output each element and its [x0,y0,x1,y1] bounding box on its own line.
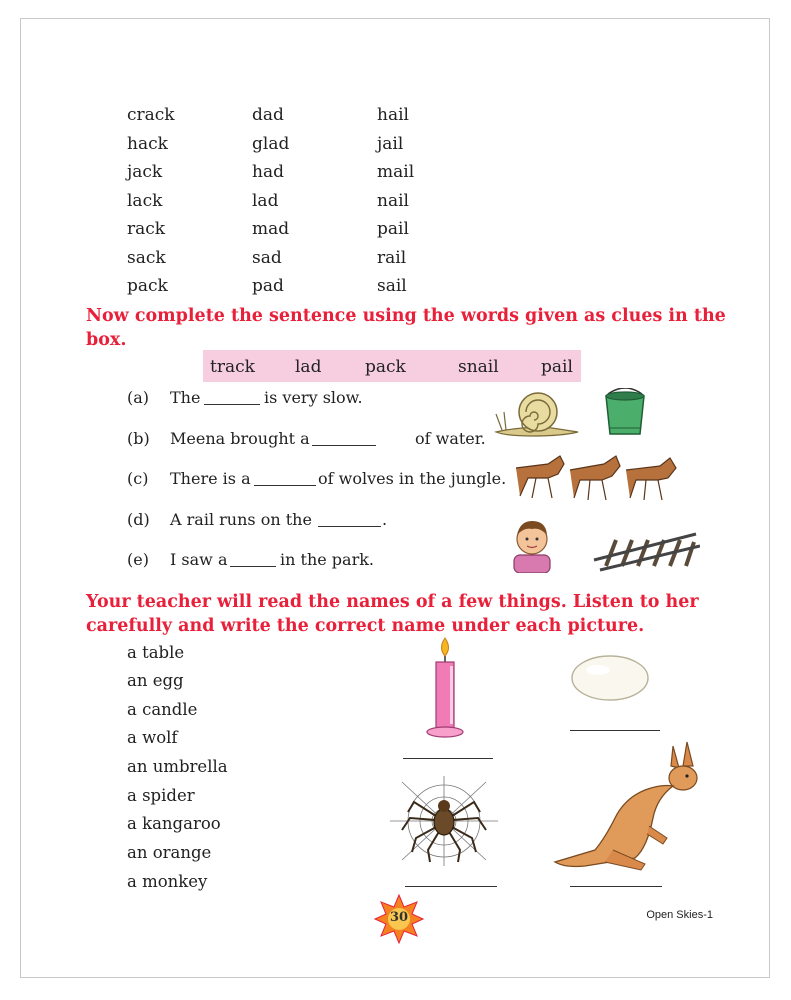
word: jail [377,134,404,154]
thing-name: an egg [127,671,184,690]
thing-name: a candle [127,700,198,719]
answer-blank[interactable] [318,526,381,527]
kangaroo-illustration [545,738,710,874]
answer-blank[interactable] [570,886,662,887]
clue-word: pack [365,357,406,377]
sentence-text: There is a [170,469,251,488]
word: sack [127,248,166,268]
answer-blank[interactable] [403,758,493,759]
sentence-label: (e) [127,550,149,569]
sentence-text: Meena brought a [170,429,310,448]
answer-blank[interactable] [312,445,376,446]
thing-name: a kangaroo [127,814,221,833]
word: pail [377,219,409,239]
answer-blank[interactable] [570,730,660,731]
word: sail [377,276,407,296]
word: crack [127,105,175,125]
answer-blank[interactable] [254,485,316,486]
word: sad [252,248,282,268]
book-title: Open Skies-1 [646,909,713,921]
sentence-text: A rail runs on the [170,510,312,529]
word: pack [127,276,168,296]
thing-name: a wolf [127,728,178,747]
word: dad [252,105,284,125]
spider-illustration [384,772,504,870]
sentence-label: (d) [127,510,150,529]
word: pad [252,276,284,296]
boy-illustration [508,515,556,573]
thing-name: an umbrella [127,757,228,776]
thing-name: a monkey [127,872,208,891]
sentence-text: The [170,388,201,407]
railway-track-illustration [592,526,700,574]
sentence-text: of water. [415,429,486,448]
word: jack [127,162,163,182]
sentence-text: of wolves in the jungle. [318,469,507,488]
clue-word: snail [458,357,499,377]
exercise1-heading: Now complete the sentence using the words given as clues in the box. [86,306,726,350]
bucket-illustration [600,388,650,438]
snail-illustration [492,388,584,438]
word: rack [127,219,166,239]
sentence-text: . [382,510,388,529]
word: mail [377,162,415,182]
egg-illustration [568,652,652,704]
thing-name: an orange [127,843,212,862]
wolves-illustration [508,448,693,504]
clue-word: pail [541,357,573,377]
word: glad [252,134,290,154]
sentence-text: in the park. [280,550,375,569]
clue-word: lad [295,357,322,377]
answer-blank[interactable] [405,886,497,887]
word: had [252,162,284,182]
word: hail [377,105,409,125]
word: mad [252,219,290,239]
sentence-label: (a) [127,388,150,407]
page-number: 30 [389,910,409,925]
word: hack [127,134,168,154]
word: rail [377,248,407,268]
sentence-label: (c) [127,469,149,488]
word: nail [377,191,409,211]
sentence-text: is very slow. [264,388,363,407]
word: lack [127,191,163,211]
clue-word: track [210,357,255,377]
candle-illustration [420,636,470,740]
answer-blank[interactable] [230,566,276,567]
exercise2-heading: Your teacher will read the names of a few things. Listen to her carefully and write the correct name under each picture. [86,592,699,636]
sentence-label: (b) [127,429,150,448]
sentence-text: I saw a [170,550,228,569]
word: lad [252,191,279,211]
thing-name: a spider [127,786,195,805]
answer-blank[interactable] [204,404,260,405]
thing-name: a table [127,643,185,662]
